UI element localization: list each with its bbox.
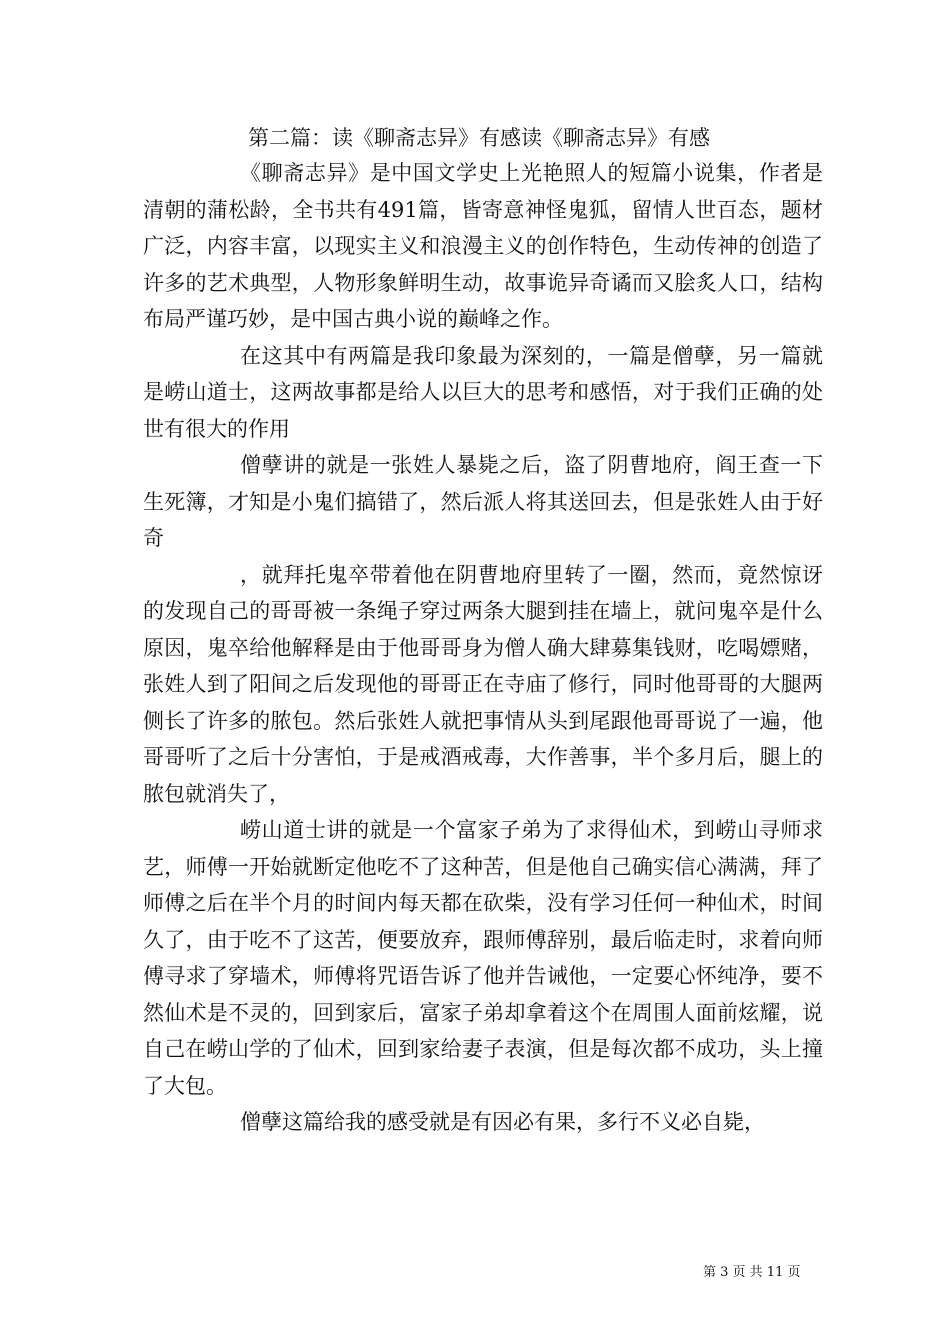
- paragraph-laoshan-daoshi: 崂山道士讲的就是一个富家子弟为了求得仙术，到崂山寻师求艺，师傅一开始就断定他吃不了这种苦，但是他自己确实信心满满，拜了师傅之后在半个月的时间内每天都在砍柴，没有学习任何一种仙术，时间久了，由于吃不了这苦，便要放弃，跟师傅辞别，最后临走时，求着向师傅寻求了穿墙术，师傅将咒语告诉了他并告诫他，一定要心怀纯净，要不然仙术是不灵的，回到家后，富家子弟却拿着这个在周围人面前炫耀，说自己在崂山学的了仙术，回到家给妻子表演，但是每次都不成功，头上撞了大包。: [143, 818, 823, 1098]
- paragraph-seng-nie-part2: ，就拜托鬼卒带着他在阴曹地府里转了一圈，然而，竟然惊讶的发现自己的哥哥被一条绳子穿过两条大腿到挂在墙上，就问鬼卒是什么原因，鬼卒给他解释是由于他哥哥身为僧人确大肆募集钱财，吃喝嫖赌，张姓人到了阳间之后发现他的哥哥正在寺庙了修行，同时他哥哥的大腿两侧长了许多的脓包。然后张姓人就把事情从头到尾跟他哥哥说了一遍，他哥哥听了之后十分害怕，于是戒酒戒毒，大作善事，半个多月后，腿上的脓包就消失了，: [143, 562, 823, 806]
- paragraph-reflection: 僧孽这篇给我的感受就是有因必有果，多行不义必自毙，: [240, 1110, 765, 1134]
- document-title: 第二篇：读《聊斋志异》有感读《聊斋志异》有感: [248, 126, 710, 150]
- document-body: [143, 121, 823, 1141]
- page-number: 第 3 页 共 11 页: [703, 1265, 801, 1280]
- paragraph-seng-nie-part1: 僧孽讲的就是一张姓人暴毙之后，盗了阴曹地府，阎王查一下生死簿，才知是小鬼们搞错了，然后派人将其送回去，但是张姓人由于好奇: [143, 453, 823, 550]
- paragraph-intro: 《聊斋志异》是中国文学史上光艳照人的短篇小说集，作者是清朝的蒲松龄，全书共有491篇，皆寄意神怪鬼狐，留情人世百态，题材广泛，内容丰富，以现实主义和浪漫主义的创作特色，生动传神的创造了许多的艺术典型，人物形象鲜明生动，故事诡异奇谲而又脍炙人口，结构布局严谨巧妙，是中国古典小说的巅峰之作。: [143, 161, 823, 331]
- page-footer: [0, 1264, 950, 1282]
- paragraph-two-stories: 在这其中有两篇是我印象最为深刻的，一篇是僧孽，另一篇就是崂山道士，这两故事都是给人以巨大的思考和感悟，对于我们正确的处世有很大的作用: [143, 343, 823, 441]
